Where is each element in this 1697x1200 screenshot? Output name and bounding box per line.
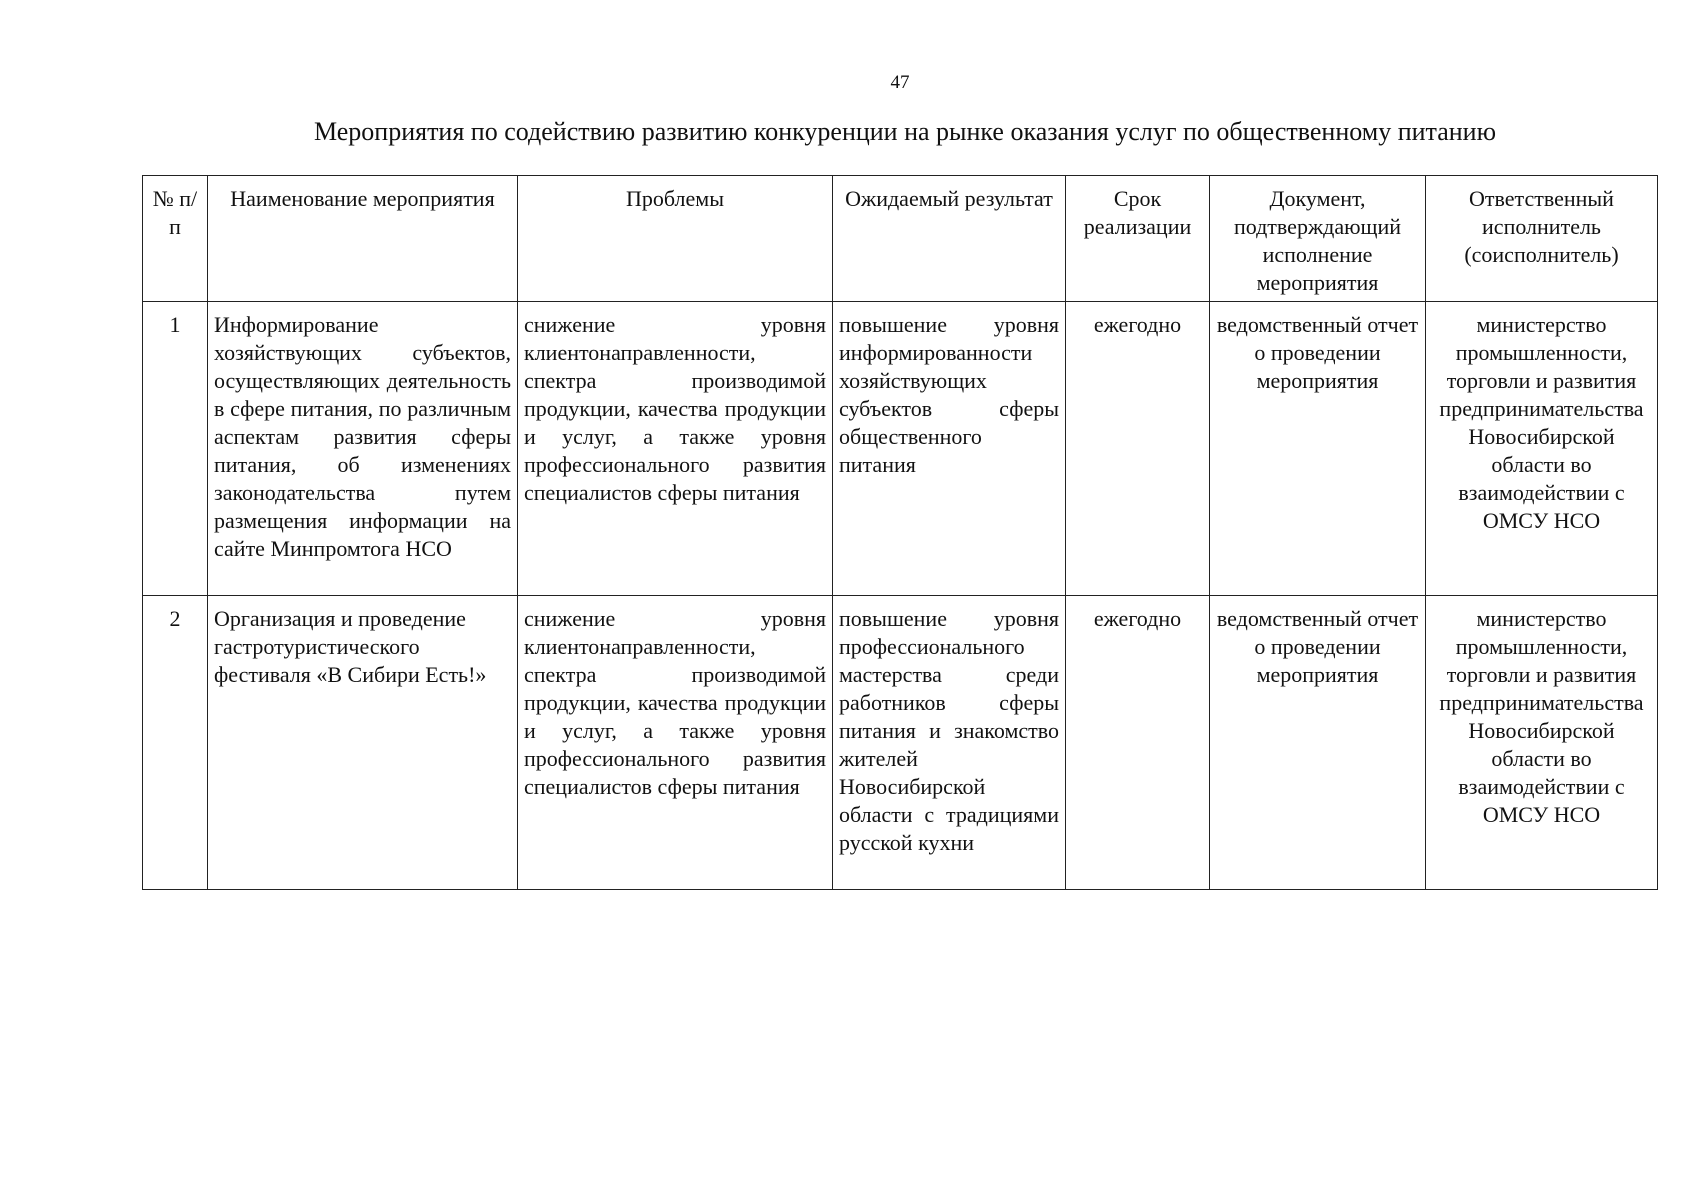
- measures-table: [142, 175, 1658, 890]
- row-document: ведомственный отчет о проведении мероприятия: [1210, 302, 1426, 596]
- row-problems: снижение уровня клиентонаправленности, спектра производимой продукции, качества продукции и услуг, а также уровня профессионального развития специалистов сферы питания: [518, 596, 833, 890]
- table-row: [143, 302, 1658, 596]
- table-header-row: [143, 176, 1658, 302]
- row-document: ведомственный отчет о проведении мероприятия: [1210, 596, 1426, 890]
- row-responsible: министерство промышленности, торговли и развития предпринимательства Новосибирской области во взаимодействии с ОМСУ НСО: [1426, 596, 1658, 890]
- row-result: повышение уровня профессионального мастерства среди работников сферы питания и знакомство жителей Новосибирской области с традициями русской кухни: [833, 596, 1066, 890]
- header-name: Наименование мероприятия: [208, 176, 518, 302]
- row-term: ежегодно: [1066, 596, 1210, 890]
- row-responsible: министерство промышленности, торговли и развития предпринимательства Новосибирской области во взаимодействии с ОМСУ НСО: [1426, 302, 1658, 596]
- header-responsible: Ответственный исполнитель (соисполнитель): [1426, 176, 1658, 302]
- row-name: Информирование хозяйствующих субъектов, осуществляющих деятельность в сфере питания, по различным аспектам развития сферы питания, об изменениях законодательства путем размещения информации на сайте Минпромтога НСО: [208, 302, 518, 596]
- header-problems: Проблемы: [518, 176, 833, 302]
- page-number: 47: [890, 72, 910, 93]
- row-name: Организация и проведение гастротуристического фестиваля «В Сибири Есть!»: [208, 596, 518, 890]
- header-result: Ожидаемый результат: [833, 176, 1066, 302]
- header-term: Срок реализации: [1066, 176, 1210, 302]
- row-problems: снижение уровня клиентонаправленности, спектра производимой продукции, качества продукции и услуг, а также уровня профессионального развития специалистов сферы питания: [518, 302, 833, 596]
- row-num: 2: [143, 596, 208, 890]
- header-document: Документ, подтверждающий исполнение мероприятия: [1210, 176, 1426, 302]
- row-result: повышение уровня информированности хозяйствующих субъектов сферы общественного питания: [833, 302, 1066, 596]
- document-title: Мероприятия по содействию развитию конкуренции на рынке оказания услуг по общественному питанию: [313, 117, 1497, 146]
- table-row: [143, 596, 1658, 890]
- header-num: № п/п: [143, 176, 208, 302]
- row-num: 1: [143, 302, 208, 596]
- row-term: ежегодно: [1066, 302, 1210, 596]
